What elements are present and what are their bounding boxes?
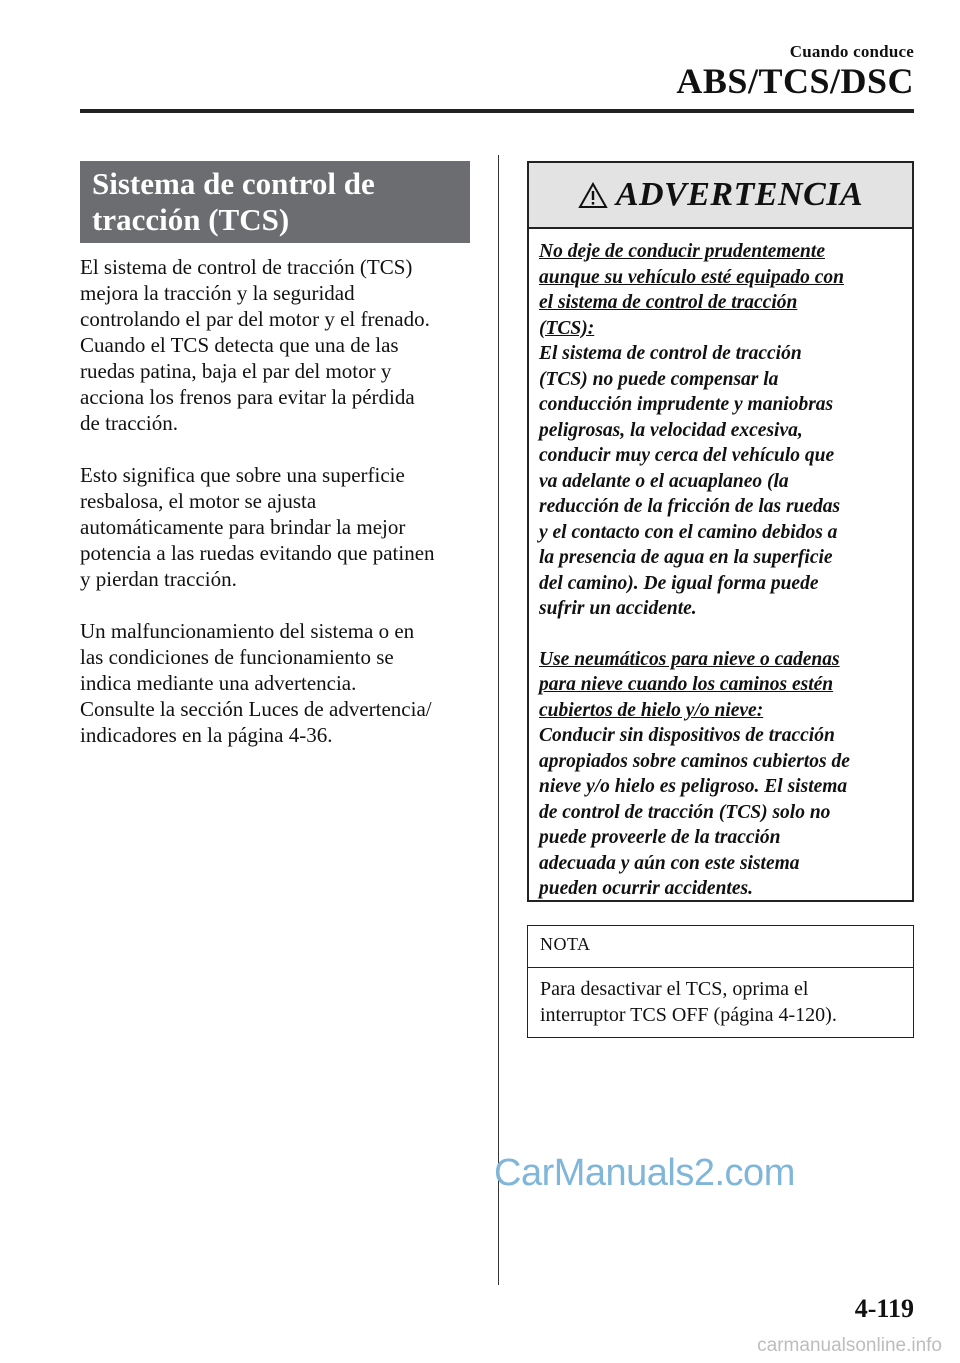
warning-triangle-icon xyxy=(578,182,608,209)
note-box xyxy=(527,925,914,1038)
note-title: NOTA xyxy=(528,926,913,968)
header-title: ABS/TCS/DSC xyxy=(676,61,914,101)
body-line: indicadores en la página 4-36. xyxy=(80,723,333,747)
warning-text-line: nieve y/o hielo es peligroso. El sistema xyxy=(539,776,848,797)
warning-text-line: El sistema de control de tracción xyxy=(539,343,802,364)
body-line: Cuando el TCS detecta que una de las xyxy=(80,333,399,357)
warning-heading-line: Use neumáticos para nieve o cadenas xyxy=(539,648,840,670)
warning-body xyxy=(529,229,912,902)
section-title-line: tracción (TCS) xyxy=(92,202,290,237)
body-line: Esto significa que sobre una superficie xyxy=(80,463,405,487)
warning-text-line: y el contacto con el camino debidos a xyxy=(539,521,838,543)
warning-text-line: la presencia de agua en la superficie xyxy=(539,547,833,568)
warning-text-line: apropiados sobre caminos cubiertos de xyxy=(539,750,850,772)
warning-heading-line: para nieve cuando los caminos estén xyxy=(539,674,834,695)
warning-spacer xyxy=(539,622,902,647)
body-line: de tracción. xyxy=(80,411,178,435)
warning-heading-2 xyxy=(539,647,902,724)
warning-text-1 xyxy=(539,341,902,622)
header-section-label: Cuando conduce xyxy=(789,42,914,61)
warning-text-line: conducir muy cerca del vehículo que xyxy=(539,445,835,466)
warning-box xyxy=(527,161,914,902)
warning-title: ADVERTENCIA xyxy=(615,176,864,213)
body-line: Un malfuncionamiento del sistema o en xyxy=(80,619,415,643)
warning-heading-line: el sistema de control de tracción xyxy=(539,292,798,313)
section-title-box xyxy=(80,161,470,243)
warning-text-line: Conducir sin dispositivos de tracción xyxy=(539,725,835,746)
body-line: indica mediante una advertencia. xyxy=(80,671,357,695)
warning-text-line: sufrir un accidente. xyxy=(539,598,697,619)
warning-heading-1 xyxy=(539,239,902,341)
body-line: las condiciones de funcionamiento se xyxy=(80,645,394,669)
body-paragraph xyxy=(80,462,480,592)
warning-header xyxy=(529,163,912,229)
warning-text-line: reducción de la fricción de las ruedas xyxy=(539,496,841,517)
warning-heading-line: cubiertos de hielo y/o nieve: xyxy=(539,699,764,721)
body-paragraph xyxy=(80,618,480,748)
page-number: 4-119 xyxy=(854,1294,914,1323)
body-paragraph xyxy=(80,254,480,436)
body-line: automáticamente para brindar la mejor xyxy=(80,515,406,539)
warning-text-line: adecuada y aún con este sistema xyxy=(539,852,800,874)
note-line: interruptor TCS OFF (página 4-120). xyxy=(540,1004,837,1026)
watermark: CarManuals2.com xyxy=(494,1152,795,1194)
body-line: controlando el par del motor y el frenado. xyxy=(80,307,430,331)
warning-text-line: peligrosas, la velocidad excesiva, xyxy=(539,419,803,441)
body-line: mejora la tracción y la seguridad xyxy=(80,281,355,305)
body-line: El sistema de control de tracción (TCS) xyxy=(80,255,413,279)
warning-text-line: pueden ocurrir accidentes. xyxy=(539,878,753,899)
warning-text-line: conducción imprudente y maniobras xyxy=(539,394,834,415)
warning-text-2 xyxy=(539,723,902,902)
body-line: ruedas patina, baja el par del motor y xyxy=(80,359,392,383)
warning-text-line: (TCS) no puede compensar la xyxy=(539,368,779,390)
warning-text-line: va adelante o el acuaplaneo (la xyxy=(539,470,789,492)
body-line: potencia a las ruedas evitando que patinen xyxy=(80,541,435,565)
section-title-line: Sistema de control de xyxy=(92,166,375,201)
warning-heading-line: aunque su vehículo esté equipado con xyxy=(539,266,844,288)
column-divider xyxy=(498,155,499,1285)
body-line: y pierdan tracción. xyxy=(80,567,237,591)
warning-heading-line: (TCS): xyxy=(539,317,595,339)
body-line: Consulte la sección Luces de advertencia/ xyxy=(80,697,432,721)
body-line: acciona los frenos para evitar la pérdida xyxy=(80,385,415,409)
warning-text-line: del camino). De igual forma puede xyxy=(539,572,819,594)
warning-text-line: puede proveerle de la tracción xyxy=(539,827,781,848)
warning-text-line: de control de tracción (TCS) solo no xyxy=(539,801,831,823)
body-line: resbalosa, el motor se ajusta xyxy=(80,489,317,513)
body-text xyxy=(80,254,480,774)
warning-heading-line: No deje de conducir prudentemente xyxy=(539,241,825,262)
header-rule xyxy=(80,109,914,113)
note-body xyxy=(528,968,913,1036)
note-line: Para desactivar el TCS, oprima el xyxy=(540,978,809,1000)
footer-watermark: carmanualsonline.info xyxy=(757,1335,942,1356)
